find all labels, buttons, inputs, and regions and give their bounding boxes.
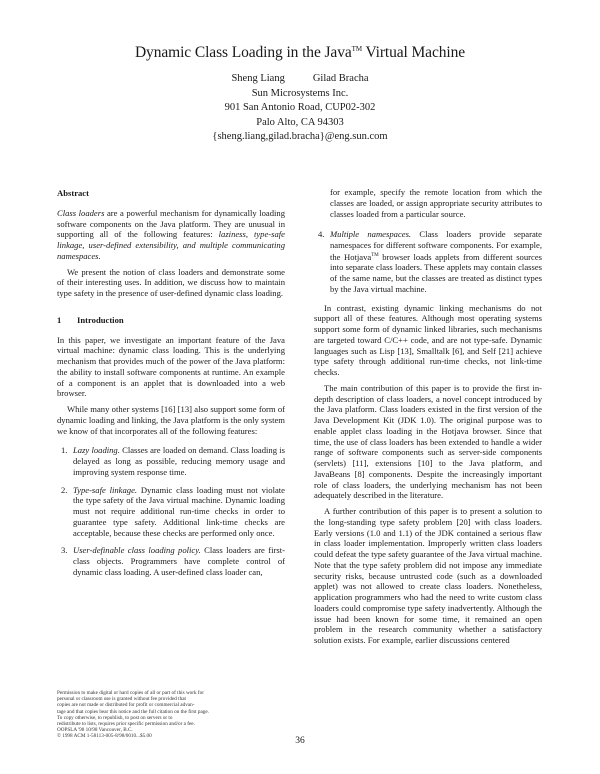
feature-number: 3. — [61, 545, 68, 556]
feature-number: 2. — [61, 484, 68, 495]
title-trademark: TM — [351, 44, 362, 53]
feature-number: 4. — [318, 229, 325, 240]
feature-text: Class loaders are first-class objects. Programmers have complete control of dynamic class loading. A user-defined class loader can, — [73, 545, 285, 577]
author-email: {sheng.liang,gilad.bracha}@eng.sun.com — [212, 131, 388, 142]
feature-item-3 — [57, 545, 285, 577]
title-suffix: Virtual Machine — [361, 44, 466, 61]
footnote-line: personal or classroom use is granted without fee provided that — [57, 696, 186, 703]
copyright-footnote — [57, 690, 285, 740]
feature-3-continued: for example, specify the remote location from which the classes are loaded, or assign appropriate security attributes to classes loaded from a particular source. — [330, 187, 542, 219]
left-column — [57, 188, 285, 586]
right-paragraph-3: A further contribution of this paper is to present a solution to the long-standing type safety problem [20] with class loaders. Early versions (1.0 and 1.1) of the JDK contained a serious flaw in class loader implementation. Improperly written class loaders could defeat the type safety guarantee of the Java virtual machine. Note that the type safety problem did not impose any immediate security risks, because untrusted code (such as a downloaded applet) was not allowed to create class loaders. Nonetheless, application programmers who had the need to write custom class loaders could compromise type safety inadvertently. Although the issue had been known for some time, it remained an open problem in the research community whether a satisfactory solution exists. For example, earlier discussions centered — [314, 506, 542, 646]
intro-section-number: 1 — [57, 314, 62, 325]
right-column — [314, 187, 542, 651]
author-names — [0, 72, 600, 87]
feature-item-2 — [57, 485, 285, 539]
author-name-2: Gilad Bracha — [312, 73, 369, 84]
feature-item-4 — [314, 229, 542, 294]
abstract-heading: Abstract — [57, 188, 89, 198]
feature-term: Type-safe linkage. — [73, 484, 138, 495]
abstract-paragraph-1 — [57, 208, 285, 262]
intro-paragraph-2: While many other systems [16] [13] also support some form of dynamic loading and linking, the Java platform is the only system we know of that incorporates all of the following features: — [57, 404, 285, 436]
title-main: Dynamic Class Loading in the Java — [134, 44, 352, 61]
footnote-line: © 1998 ACM 1-58113-005-8/98/0010...$5.00 — [57, 733, 152, 740]
feature-term: Lazy loading. — [73, 445, 120, 456]
footnote-line: To copy otherwise, to republish, to post on servers or to — [57, 714, 173, 721]
author-address-1: 901 San Antonio Road, CUP02-302 — [224, 102, 376, 113]
feature-list — [57, 445, 285, 577]
footnote-line: copies are not made or distributed for profit or commercial advan- — [57, 702, 195, 709]
feature-term: User-definable class loading policy. — [73, 545, 201, 556]
footnote-line: Permission to make digital or hard copies of all or part of this work for — [57, 690, 204, 696]
intro-heading-text: Introduction — [77, 314, 124, 325]
feature-list-continued — [314, 229, 542, 294]
author-name-1: Sheng Liang — [231, 73, 285, 84]
footnote-line: tage and that copies bear this notice and the full citation on the first page. — [57, 708, 209, 715]
right-paragraph-1: In contrast, existing dynamic linking mechanisms do not support all of these features. Although most operating systems support some form of dynamic linked libraries, such mechanisms are targeted toward C/C++ code, and are not type-safe. Dynamic languages such as Lisp [13], Smalltalk [6], and Self [21] achieve type safety through additional run-time checks, not link-time checks. — [314, 302, 542, 378]
abstract-text: are a powerful mechanism for dynamically loading software components on the Java platform. They are unusual in supporting all of the following features: — [57, 207, 285, 240]
feature-text-2: browser loads applets from different sources into separate class loaders. These applets may contain classes of the same name, but the classes are treated as distinct types by the Java virtual machine. — [330, 251, 542, 294]
feature-text: Dynamic class loading must not violate the type safety of the Java virtual machine. Dynamic loading must not require additional run-time checks in order to guarantee type safety. Additional link-time checks are acceptable, because these checks are performed only once. — [73, 484, 285, 538]
intro-heading — [57, 315, 285, 326]
right-paragraph-2: The main contribution of this paper is to provide the first in-depth description of class loaders, a novel concept introduced by the Java platform. Class loaders existed in the first version of the Java Development Kit (JDK 1.0). The original purpose was to enable applet class loading in the Hotjava browser. Since that time, the use of class loaders has been extended to handle a wider range of software components such as server-side components (servlets) [11], extensions [10] to the Java platform, and JavaBeans [8] components. Despite the increasingly important role of class loaders, the underlying mechanism has not been adequately described in the literature. — [314, 382, 542, 501]
abstract-paragraph-2: We present the notion of class loaders and demonstrate some of their interesting uses. In addition, we discuss how to maintain type safety in the presence of user-defined dynamic class loading. — [57, 266, 285, 298]
feature-item-1 — [57, 445, 285, 477]
abstract-term: Class loaders — [57, 207, 105, 218]
feature-term: Multiple namespaces. — [330, 229, 412, 240]
feature-text: Class loaders provide separate namespaces for different software components. For example, the Hotjava — [330, 229, 542, 262]
abstract-features: laziness, type-safe linkage, user-defined extensibility, and multiple communicating namespaces. — [57, 229, 285, 261]
page-number: 36 — [295, 736, 305, 746]
paper-title — [0, 44, 600, 62]
feature-number: 1. — [61, 445, 68, 456]
author-address-2: Palo Alto, CA 94303 — [256, 116, 344, 128]
intro-paragraph-1: In this paper, we investigate an important feature of the Java virtual machine: dynamic class loading. This is the underlying mechanism that provides much of the power of the Java platform: the ability to install software components at runtime. An example of a component is an applet that is downloaded into a web browser. — [57, 334, 285, 399]
footnote-line: OOPSLA '98 10/98 Vancouver, B.C. — [57, 727, 133, 734]
author-block — [0, 72, 600, 145]
hotjava-trademark: TM — [371, 252, 379, 258]
footnote-line: redistribute to lists, requires prior specific permission and/or a fee. — [57, 721, 195, 728]
author-affiliation: Sun Microsystems Inc. — [251, 87, 349, 99]
feature-text: Classes are loaded on demand. Class loading is delayed as long as possible, reducing memory usage and improving system response time. — [73, 445, 285, 477]
